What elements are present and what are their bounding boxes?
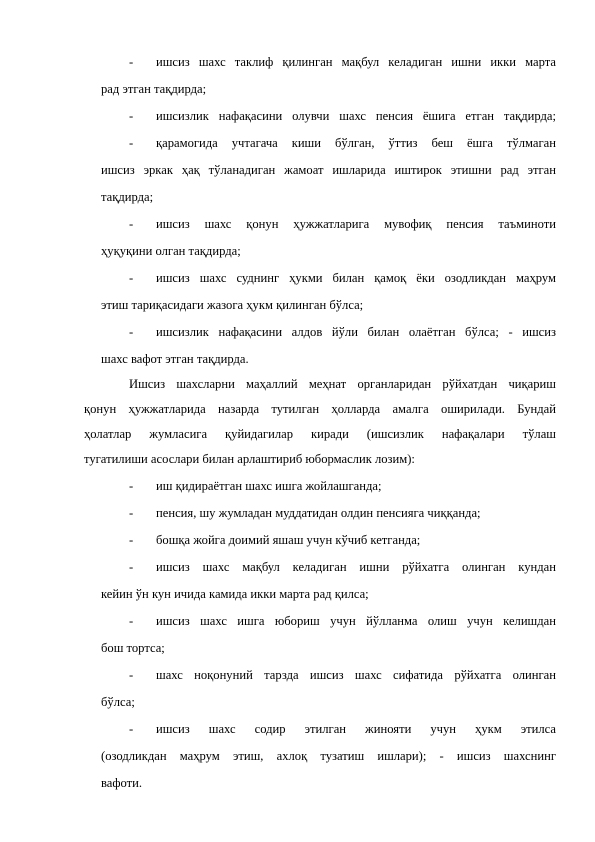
paragraph-first-line: Ишсиз шахсларни маҳаллий меҳнат органларидан рўйхатдан чиқариш — [129, 377, 556, 391]
list-item-text: ишсиз шахс таклиф қилинган мақбул келадиган ишни икки марта — [156, 55, 556, 69]
list-item-continuation: вафоти. — [101, 776, 143, 790]
list-item-continuation: тақдирда; — [101, 190, 154, 204]
list-item-text: шахс ноқонуний тарзда ишсиз шахс сифатида рўйхатга олинган — [156, 668, 556, 682]
list-item-continuation: ҳуқуқини олган тақдирда; — [101, 244, 241, 258]
list-item-text: ишсизлик нафақасини алдов йўли билан олаётган бўлса; - ишсиз — [156, 325, 556, 339]
paragraph-line: тугатилиши асослари билан арлаштириб юбормаслик лозим): — [84, 452, 415, 466]
list-bullet: - — [129, 55, 134, 69]
list-item-text: бошқа жойга доимий яшаш учун кўчиб кетганда; — [156, 533, 421, 547]
list-item-continuation: кейин ўн кун ичида камида икки марта рад қилса; — [101, 587, 369, 601]
list-bullet: - — [129, 506, 134, 520]
paragraph-line: қонун ҳужжатларида назарда тутилган ҳолларда амалга оширилади. Бундай — [84, 402, 556, 416]
list-bullet: - — [129, 668, 134, 682]
list-bullet: - — [129, 271, 134, 285]
list-bullet: - — [129, 722, 134, 736]
paragraph-line: ҳолатлар жумласига қуйидагилар киради (ишсизлик нафақалари тўлаш — [84, 427, 556, 441]
list-bullet: - — [129, 533, 134, 547]
list-bullet: - — [129, 479, 134, 493]
list-item-text: ишсиз шахс содир этилган жинояти учун ҳукм этилса — [156, 722, 556, 736]
list-bullet: - — [129, 217, 134, 231]
list-item-continuation: этиш тариқасидаги жазога ҳукм қилинган бўлса; — [101, 298, 364, 312]
list-item-text: ишсиз шахс қонун ҳужжатларига мувофиқ пенсия таъминоти — [156, 217, 556, 231]
list-bullet: - — [129, 614, 134, 628]
list-bullet: - — [129, 325, 134, 339]
list-item-text: иш қидираётган шахс ишга жойлашганда; — [156, 479, 382, 493]
list-item-text: ишсиз шахс суднинг ҳукми билан қамоқ ёки озодликдан маҳрум — [156, 271, 556, 285]
list-bullet: - — [129, 109, 134, 123]
list-item-continuation: бўлса; — [101, 695, 135, 709]
list-item-continuation: ишсиз эркак ҳақ тўланадиган жамоат ишларида иштирок этишни рад этган — [101, 163, 556, 177]
list-item-text: ишсиз шахс ишга юбориш учун йўлланма олиш учун келишдан — [156, 614, 556, 628]
list-item-continuation: бош тортса; — [101, 641, 165, 655]
list-item-text: ишсиз шахс мақбул келадиган ишни рўйхатга олинган кундан — [156, 560, 556, 574]
list-item-continuation: (озодликдан маҳрум этиш, ахлоқ тузатиш ишлари); - ишсиз шахснинг — [101, 749, 556, 763]
list-bullet: - — [129, 136, 134, 150]
list-bullet: - — [129, 560, 134, 574]
list-item-text: қарамогида учтагача киши бўлган, ўттиз беш ёшга тўлмаган — [156, 136, 556, 150]
list-item-text: пенсия, шу жумладан муддатидан олдин пенсияга чиққанда; — [156, 506, 481, 520]
list-item-continuation: шахс вафот этган тақдирда. — [101, 352, 249, 366]
list-item-text: ишсизлик нафақасини олувчи шахс пенсия ёшига етган тақдирда; — [156, 109, 556, 123]
list-item-continuation: рад этган тақдирда; — [101, 82, 207, 96]
